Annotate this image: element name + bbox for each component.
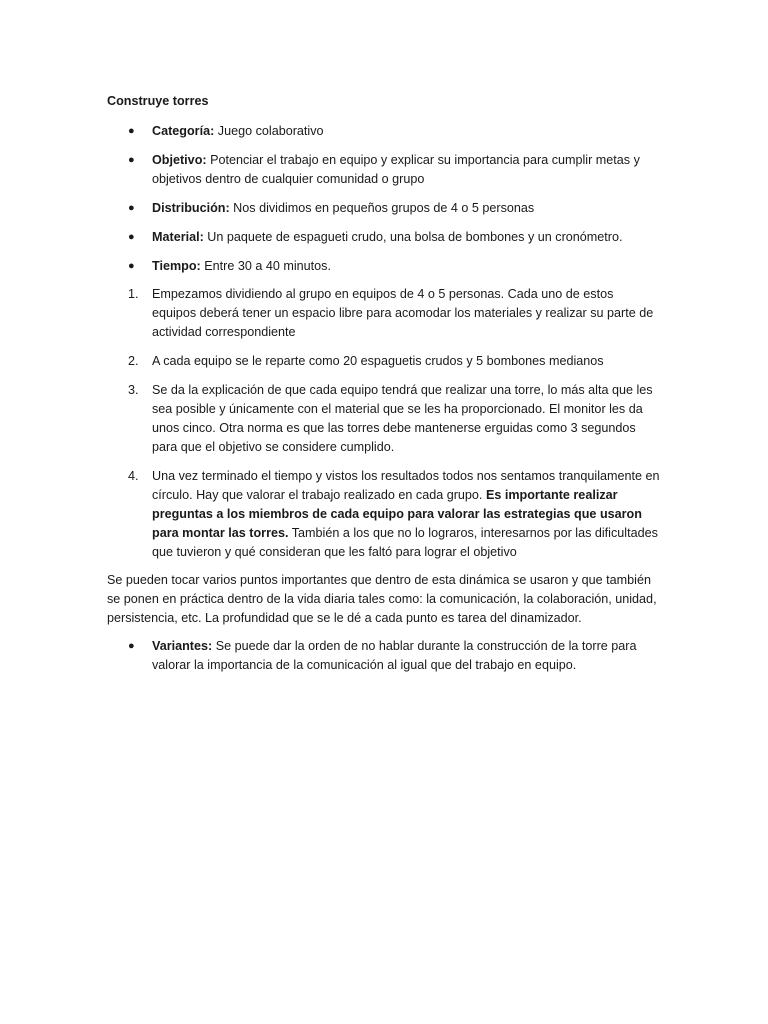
step-item bbox=[0, 467, 768, 562]
bullet-text: Entre 30 a 40 minutos. bbox=[200, 259, 331, 273]
bullet-icon: ● bbox=[128, 125, 135, 137]
bullet-label: Variantes: bbox=[152, 639, 213, 653]
bullet-text: Nos dividimos en pequeños grupos de 4 o 5 personas bbox=[229, 201, 535, 215]
step-text: Una vez terminado el tiempo y vistos los resultados todos nos sentamos tranquilamente en círculo. Hay que valorar el trabajo realizado en cada grupo. bbox=[152, 469, 660, 502]
step-item bbox=[0, 352, 768, 371]
step-text: Se da la explicación de que cada equipo tendrá que realizar una torre, lo más alta que les sea posible y únicamente con el material que se les ha proporcionado. El monitor les da unos cinco. Otra norma es que las torres debe mantenerse erguidas como 3 segundos para que el objetivo se considere cumplido. bbox=[152, 383, 653, 454]
step-number: 2. bbox=[128, 354, 139, 368]
bullet-icon: ● bbox=[128, 640, 135, 652]
bullet-text: Potenciar el trabajo en equipo y explicar su importancia para cumplir metas y objetivos dentro de cualquier comunidad o grupo bbox=[152, 153, 640, 186]
document-title: Construye torres bbox=[107, 94, 209, 108]
bullet-icon: ● bbox=[128, 260, 135, 272]
step-number: 3. bbox=[128, 383, 139, 397]
bullet-label: Categoría: bbox=[152, 124, 215, 138]
bullet-label: Tiempo: bbox=[152, 259, 201, 273]
list-item bbox=[0, 228, 768, 247]
bullet-label: Distribución: bbox=[152, 201, 230, 215]
step-text: A cada equipo se le reparte como 20 espaguetis crudos y 5 bombones medianos bbox=[152, 354, 604, 368]
step-item bbox=[0, 285, 768, 342]
list-item bbox=[0, 257, 768, 276]
step-text-emphasis: Es importante realizar preguntas a los miembros de cada equipo para valorar las estrategias que usaron para montar las torres. bbox=[152, 488, 642, 540]
step-number: 1. bbox=[128, 287, 139, 301]
list-item bbox=[0, 122, 768, 141]
bullet-label: Material: bbox=[152, 230, 204, 244]
step-text: También a los que no lo lograros, interesarnos por las dificultades que tuvieron y qué consideran que les faltó para lograr el objetivo bbox=[152, 526, 658, 559]
summary-paragraph: Se pueden tocar varios puntos importantes que dentro de esta dinámica se usaron y que también se ponen en práctica dentro de la vida diaria tales como: la comunicación, la colaboración, unidad, persistencia, etc. La profundidad que se le dé a cada punto es tarea del dinamizador. bbox=[107, 573, 657, 625]
list-item bbox=[0, 199, 768, 218]
bullet-icon: ● bbox=[128, 231, 135, 243]
step-number: 4. bbox=[128, 469, 139, 483]
list-item bbox=[0, 151, 768, 189]
step-item bbox=[0, 381, 768, 457]
step-text: Empezamos dividiendo al grupo en equipos de 4 o 5 personas. Cada uno de estos equipos deberá tener un espacio libre para acomodar los materiales y realizar su parte de actividad correspondiente bbox=[152, 287, 654, 339]
variant-bullet-list bbox=[0, 637, 768, 675]
bullet-text: Se puede dar la orden de no hablar durante la construcción de la torre para valorar la importancia de la comunicación al igual que del trabajo en equipo. bbox=[152, 639, 637, 672]
bullet-icon: ● bbox=[128, 154, 135, 166]
steps-numbered-list bbox=[0, 285, 768, 562]
list-item bbox=[0, 637, 768, 675]
bullet-icon: ● bbox=[128, 202, 135, 214]
bullet-label: Objetivo: bbox=[152, 153, 207, 167]
bullet-text: Juego colaborativo bbox=[214, 124, 324, 138]
info-bullet-list bbox=[0, 122, 768, 276]
bullet-text: Un paquete de espagueti crudo, una bolsa de bombones y un cronómetro. bbox=[203, 230, 623, 244]
